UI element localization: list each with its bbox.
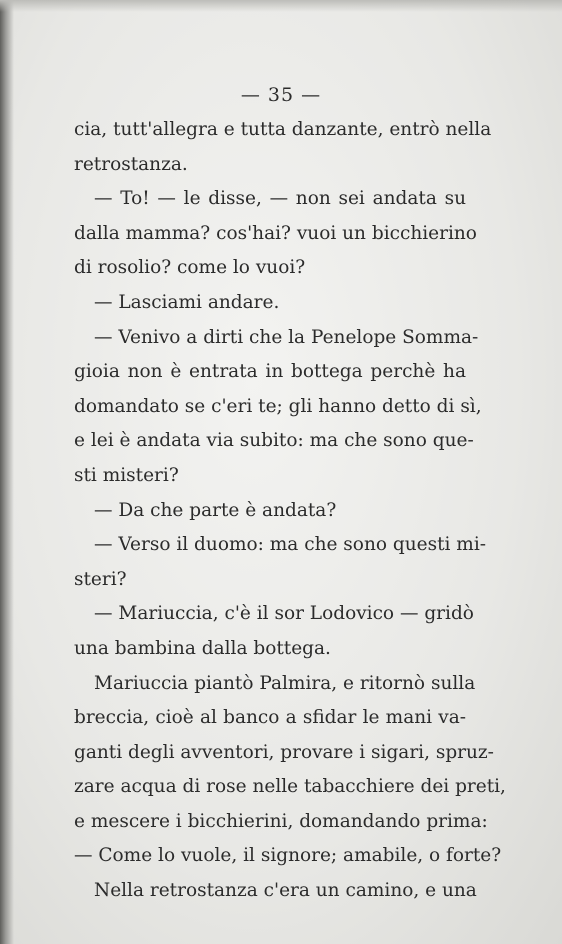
text-line: — Come lo vuole, il signore; amabile, o forte? bbox=[74, 845, 502, 867]
text-line: retrostanza. bbox=[74, 153, 188, 175]
text-line: sti misteri? bbox=[74, 464, 179, 486]
page-top-shadow bbox=[0, 0, 562, 12]
text-line: ganti degli avventori, provare i sigari, spruz- bbox=[74, 741, 494, 763]
text-line: breccia, cioè al banco a sfidar le mani va- bbox=[74, 707, 466, 729]
text-line: gioia non è entrata in bottega perchè ha bbox=[74, 361, 466, 383]
text-line: — To! — le disse, — non sei andata su bbox=[94, 188, 466, 210]
text-line: cia, tutt'allegra e tutta danzante, entrò nella bbox=[74, 119, 492, 140]
text-line: — Verso il duomo: ma che sono questi mi- bbox=[94, 534, 487, 556]
text-line: e lei è andata via subito: ma che sono que- bbox=[74, 430, 474, 452]
text-line: zare acqua di rose nelle tabacchiere dei preti, bbox=[74, 776, 506, 798]
page-binding-shadow bbox=[0, 0, 14, 944]
text-line: — Lasciami andare. bbox=[94, 291, 280, 313]
text-line: domandato se c'eri te; gli hanno detto di sì, bbox=[74, 395, 482, 417]
text-line: — Da che parte è andata? bbox=[94, 499, 337, 521]
page-number: — 35 — bbox=[240, 84, 322, 106]
text-line: Nella retrostanza c'era un camino, e una bbox=[94, 880, 477, 902]
text-line: una bambina dalla bottega. bbox=[74, 637, 331, 659]
text-line: di rosolio? come lo vuoi? bbox=[74, 257, 306, 279]
text-line: steri? bbox=[74, 568, 127, 590]
text-line: e mescere i bicchierini, domandando prima: bbox=[74, 810, 488, 832]
body-text bbox=[74, 113, 506, 909]
text-line: — Venivo a dirti che la Penelope Somma- bbox=[94, 326, 479, 348]
text-line: dalla mamma? cos'hai? vuoi un bicchierino bbox=[74, 222, 477, 244]
text-line: — Mariuccia, c'è il sor Lodovico — gridò bbox=[94, 603, 474, 625]
text-line: Mariuccia piantò Palmira, e ritornò sulla bbox=[94, 672, 476, 694]
